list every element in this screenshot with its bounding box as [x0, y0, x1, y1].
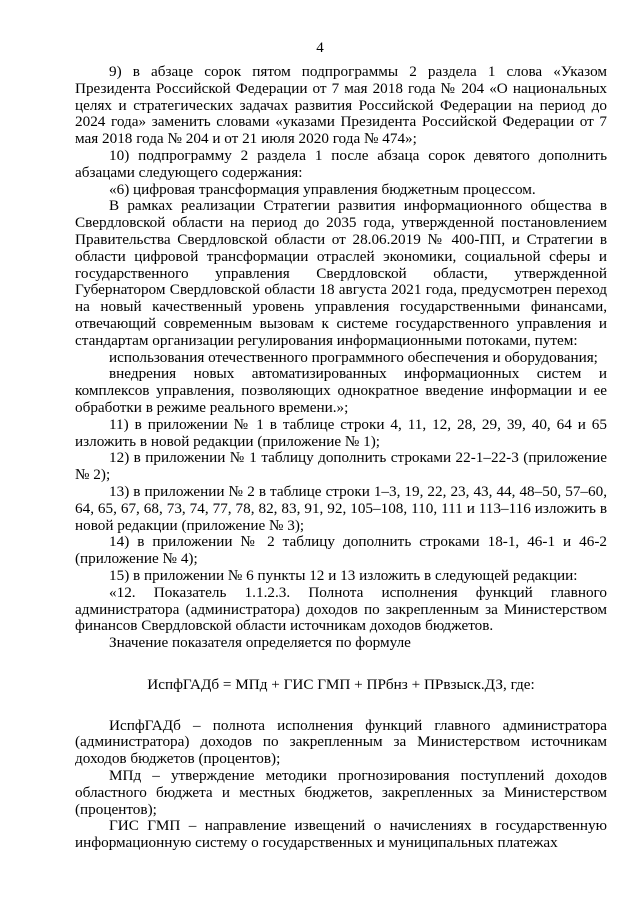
- paragraph-software: использования отечественного программного обеспечения и оборудования;: [109, 348, 598, 366]
- page-number: 4: [316, 40, 324, 56]
- paragraph-strategy: В рамках реализации Стратегии развития информационного общества в Свердловской области на период до 2035 года, утвержденной постановлением Правительства Свердловской области от 28.06.2019 № 400-ПП, и Стратегии в области цифровой трансформации отраслей экономики, социальной сферы и государственного управления Свердловской области, утвержденной Губернатором Свердловской области 18 августа 2021 года, предусмотрен переход на новый качественный уровень управления государственными финансами, отвечающий современным вызовам к системе государственного управления и стандартам организации регулирования информационными потоками, путем:: [75, 197, 607, 349]
- paragraph-item-12: 12) в приложении № 1 таблицу дополнить строками 22-1–22-3 (приложение № 2);: [75, 449, 607, 484]
- paragraph-item-13: 13) в приложении № 2 в таблице строки 1–3, 19, 22, 23, 43, 44, 48–50, 57–60, 64, 65, 67, 68, 73, 74, 77, 78, 82, 83, 91, 92, 105–108, 110, 111 и 113–116 изложить в новой редакции (приложение № 3);: [75, 482, 607, 534]
- paragraph-item-14: 14) в приложении № 2 таблицу дополнить строками 18-1, 46-1 и 46-2 (приложение № 4);: [75, 533, 607, 568]
- definition-ispfgadb: ИспфГАДб – полнота исполнения функций главного администратора (администратора) доходов по закрепленным за Министерством источникам доходов бюджетов (процентов);: [75, 716, 607, 768]
- paragraph-item-9: 9) в абзаце сорок пятом подпрограммы 2 раздела 1 слова «Указом Президента Российской Федерации от 7 мая 2018 года № 204 «О национальных целях и стратегических задачах развития Российской Федерации на период до 2024 года» заменить словами «указами Президента Российской Федерации от 7 мая 2018 года № 204 и от 21 июля 2020 года № 474»;: [75, 63, 607, 148]
- definition-mpd: МПд – утверждение методики прогнозирования поступлений доходов областного бюджета и местных бюджетов, закрепленных за Министерством (процентов);: [75, 767, 607, 818]
- paragraph-item-10: 10) подпрограмму 2 раздела 1 после абзаца сорок девятого дополнить абзацами следующего содержания:: [75, 146, 607, 181]
- formula: ИспфГАДб = МПд + ГИС ГМП + ПРбнз + ПРвзыск.ДЗ, где:: [147, 675, 535, 693]
- paragraph-formula-intro: Значение показателя определяется по формуле: [109, 634, 411, 652]
- paragraph-item-15: 15) в приложении № 6 пункты 12 и 13 изложить в следующей редакции:: [109, 566, 578, 584]
- paragraph-systems: внедрения новых автоматизированных информационных систем и комплексов управления, позволяющих однократное введение информации и ее обработки в режиме реального времени.»;: [75, 365, 607, 416]
- document-body: [75, 64, 607, 852]
- definition-gis-gmp: ГИС ГМП – направление извещений о начислениях в государственную информационную систему о государственных и муниципальных платежах: [75, 817, 607, 852]
- paragraph-subsection-6: «6) цифровая трансформация управления бюджетным процессом.: [109, 180, 536, 198]
- paragraph-indicator-12: «12. Показатель 1.1.2.3. Полнота исполнения функций главного администратора (администратора) доходов по закрепленным за Министерством финансов Свердловской области источникам доходов бюджетов.: [75, 583, 607, 635]
- paragraph-item-11: 11) в приложении № 1 в таблице строки 4, 11, 12, 28, 29, 39, 40, 64 и 65 изложить в новой редакции (приложение № 1);: [75, 415, 607, 450]
